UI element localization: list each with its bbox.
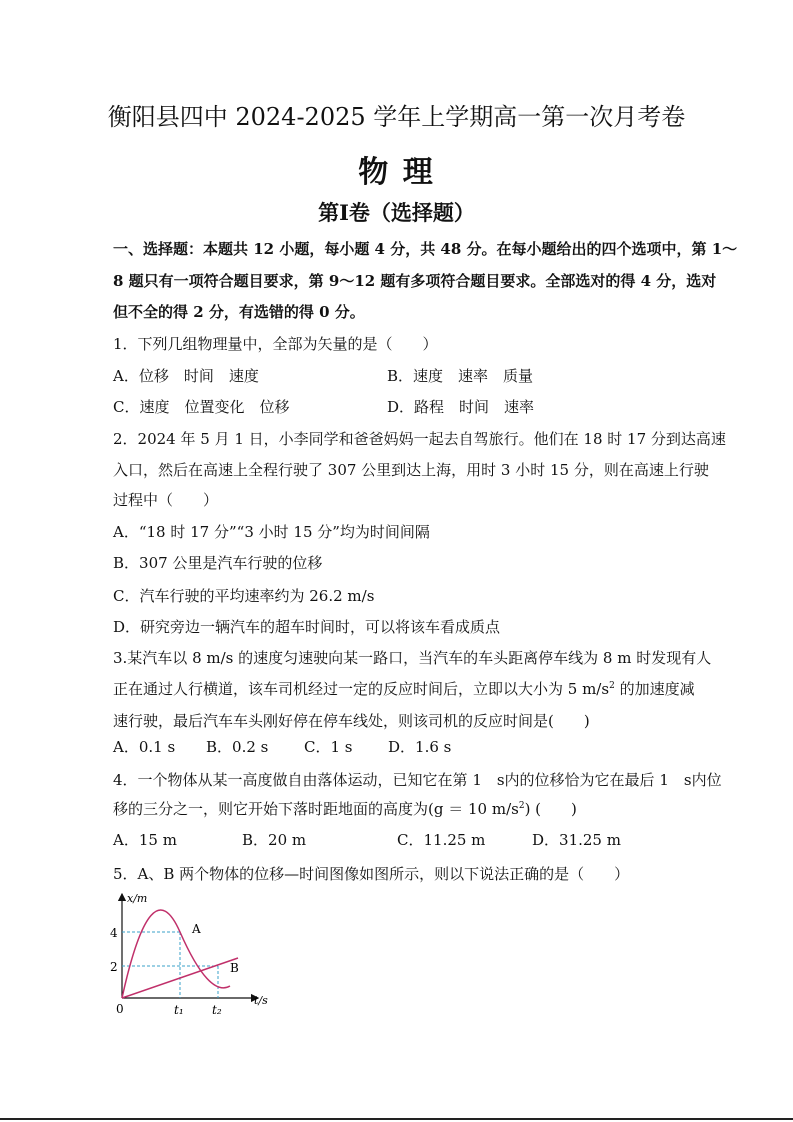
exam-title: 衡阳县四中 2024-2025 学年上学期高一第一次月考卷 <box>107 103 686 131</box>
x-tick-t2: t₂ <box>212 1003 222 1017</box>
q4-stem-line-2-text: 移的三分之一，则它开始下落时距地面的高度为(g ＝ 10 m/s <box>113 800 519 818</box>
q4-option-a: A．15 m <box>113 831 177 849</box>
q4-option-d: D．31.25 m <box>532 831 621 849</box>
q2-stem-line-1: 2．2024 年 5 月 1 日，小李同学和爸爸妈妈一起去自驾旅行。他们在 18 时 17 分到达高速 <box>113 430 726 448</box>
q2-stem-line-2: 入口，然后在高速上全程行驶了 307 公里到达上海，用时 3 小时 15 分，则在高速上行驶 <box>113 461 709 479</box>
q1-stem: 1．下列几组物理量中，全部为矢量的是（ ） <box>113 335 438 353</box>
q3-stem-line-1: 3.某汽车以 8 m/s 的速度匀速驶向某一路口，当汽车的车头距离停车线为 8 m 时发现有人 <box>113 649 712 667</box>
instruction-line-2: 8 题只有一项符合题目要求，第 9～12 题有多项符合题目要求。全部选对的得 4 分，选对 <box>113 272 717 290</box>
y-axis-label: x/m <box>127 892 148 905</box>
x-axis-label: t/s <box>254 994 268 1007</box>
q1-option-d: D．路程 时间 速率 <box>387 398 535 416</box>
q1-option-b: B．速度 速率 质量 <box>387 367 534 385</box>
q3-option-c: C．1 s <box>304 738 353 756</box>
q3-stem-line-2-tail: 的加速度减 <box>614 680 695 698</box>
y-tick-4: 4 <box>110 926 118 940</box>
curve-a-label: A <box>192 922 201 936</box>
q3-option-a: A．0.1 s <box>113 738 176 756</box>
q4-stem-line-2-tail: ) ( ) <box>524 800 577 818</box>
subject-title: 物 理 <box>358 155 435 190</box>
q3-stem-line-3: 速行驶，最后汽车车头刚好停在停车线处，则该司机的反应时间是( ) <box>113 712 590 730</box>
q4-unit-exponent: 2 <box>518 801 525 811</box>
q4-option-c: C．11.25 m <box>397 831 486 849</box>
q3-option-b: B．0.2 s <box>206 738 269 756</box>
instruction-line-1: 一、选择题：本题共 12 小题，每小题 4 分，共 48 分。在每小题给出的四个选项中，第 1～ <box>113 240 738 258</box>
q2-option-c: C．汽车行驶的平均速率约为 26.2 m/s <box>113 587 375 605</box>
q1-option-c: C．速度 位置变化 位移 <box>113 398 290 416</box>
q2-option-d: D．研究旁边一辆汽车的超车时间时，可以将该车看成质点 <box>113 618 501 636</box>
instruction-line-3: 但不全的得 2 分，有选错的得 0 分。 <box>113 303 365 321</box>
x-tick-t1: t₁ <box>174 1003 184 1017</box>
q3-unit-exponent: 2 <box>609 681 615 691</box>
q1-option-a: A．位移 时间 速度 <box>113 367 259 385</box>
q3-stem-line-2-text: 正在通过人行横道，该车司机经过一定的反应时间后，立即以大小为 5 m/s <box>113 680 610 698</box>
q3-option-d: D．1.6 s <box>388 738 452 756</box>
q4-option-b: B．20 m <box>242 831 307 849</box>
q2-option-b: B．307 公里是汽车行驶的位移 <box>113 554 323 572</box>
q3-stem-line-2 <box>113 678 695 699</box>
line-b-label: B <box>230 961 239 975</box>
section-title: 第Ⅰ卷（选择题） <box>318 200 475 225</box>
page-bottom-rule <box>0 1118 793 1120</box>
origin-label: 0 <box>116 1002 124 1016</box>
position-time-graph <box>108 888 278 1023</box>
q4-stem-line-1: 4．一个物体从某一高度做自由落体运动，已知它在第 1 s内的位移恰为它在最后 1 s内位 <box>113 771 722 789</box>
q4-stem-line-2 <box>113 798 577 819</box>
q2-option-a: A．“18 时 17 分”“3 小时 15 分”均为时间间隔 <box>113 523 430 541</box>
y-tick-2: 2 <box>110 960 118 974</box>
q2-stem-line-3: 过程中（ ） <box>113 491 219 509</box>
q5-stem: 5．A、B 两个物体的位移—时间图像如图所示，则以下说法正确的是（ ） <box>113 865 630 883</box>
curve-a <box>122 910 230 998</box>
